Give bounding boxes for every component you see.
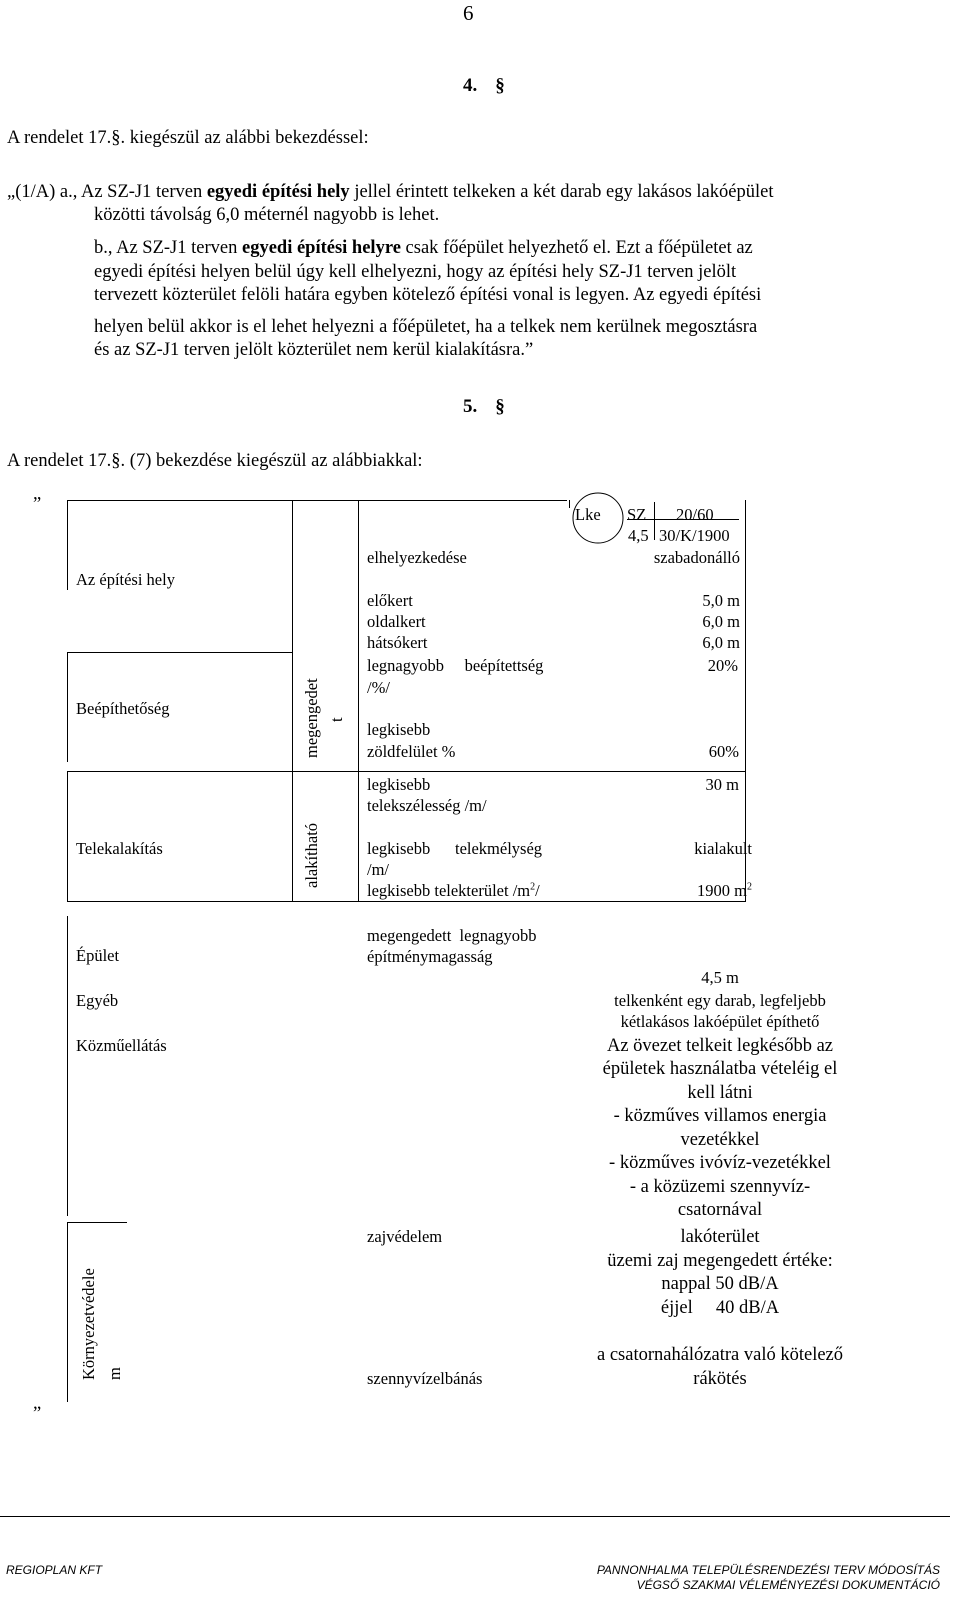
label-epitmenymagassag: építménymagasság bbox=[367, 947, 493, 966]
value-kozmu: csatornával bbox=[677, 1200, 763, 1220]
paragraph-1b-line: és az SZ-J1 terven jelölt közterület nem kerül kialakításra.” bbox=[94, 340, 534, 360]
paragraph-1a-line1 bbox=[7, 181, 773, 204]
value-kozmu: - közműves villamos energia bbox=[613, 1106, 827, 1126]
label-hatsokert: hátsókert bbox=[367, 633, 428, 652]
telekterulet-text: legkisebb telekterület /m bbox=[367, 881, 531, 900]
section-5-heading bbox=[463, 396, 505, 418]
p2-bold: egyedi építési hely bbox=[206, 182, 350, 202]
telekterulet-sup: 2 bbox=[530, 881, 536, 893]
value-szennyviz: rákötés bbox=[693, 1369, 747, 1389]
row-epulet: Épület bbox=[76, 946, 120, 965]
value-egyeb: kétlakásos lakóépület építhető bbox=[620, 1012, 820, 1031]
row-telekalakitas: Telekalakítás bbox=[76, 839, 163, 858]
footer-company: REGIOPLAN KFT bbox=[6, 1563, 103, 1577]
zone-lke: Lke bbox=[575, 505, 601, 524]
paragraph-1b-line: tervezett közterület felöli határa egyben kötelező építési vonal is legyen. Az egyedi építési bbox=[94, 285, 762, 305]
table-border bbox=[67, 652, 292, 653]
table-border bbox=[67, 901, 745, 902]
table-border bbox=[67, 772, 68, 902]
label-telekterulet bbox=[367, 880, 540, 901]
value-telekterulet-sup: 2 bbox=[747, 881, 752, 893]
value-kozmu: épületek használatba vételéig el bbox=[602, 1059, 838, 1079]
value-zaj: üzemi zaj megengedett értéke: bbox=[607, 1251, 833, 1271]
label-elokert: előkert bbox=[367, 591, 413, 610]
section-number: 4. bbox=[463, 75, 478, 96]
value-telekmelyseg-text: kialakult bbox=[694, 839, 752, 858]
telekterulet-end: / bbox=[535, 881, 540, 900]
row-kornyezetvedelem: Környezetvédele bbox=[79, 1268, 98, 1380]
paragraph-1b-line: egyedi építési helyen belül úgy kell elhelyezni, hogy az építési hely SZ-J1 terven jelölt bbox=[94, 262, 737, 282]
section-4-heading bbox=[463, 75, 505, 97]
col-megengedett: megengedet bbox=[302, 678, 321, 758]
p3-bold: egyedi építési helyre bbox=[241, 238, 401, 258]
label-oldalkert: oldalkert bbox=[367, 612, 426, 631]
paragraph-section5-intro: A rendelet 17.§. (7) bekezdése kiegészül az alábbiakkal: bbox=[7, 451, 423, 471]
p2-prefix: „(1/A) a., Az SZ-J1 terven bbox=[7, 182, 207, 202]
p3-rest: csak főépület helyezhető el. Ezt a főépületet az bbox=[400, 238, 753, 258]
page-number: 6 bbox=[463, 1, 474, 25]
quote-open: „ bbox=[33, 484, 42, 504]
footer-project: PANNONHALMA TELEPÜLÉSRENDEZÉSI TERV MÓDOSÍTÁS bbox=[596, 1563, 940, 1577]
row-beepithetoseg: Beépíthetőség bbox=[76, 699, 170, 718]
label-telekmelyseg-unit: /m/ bbox=[367, 860, 390, 879]
label-zoldfelulet: zöldfelület % bbox=[367, 742, 456, 761]
section-number: 5. bbox=[463, 396, 478, 417]
label-zajvedelem: zajvédelem bbox=[367, 1227, 443, 1246]
zone-divider bbox=[654, 502, 655, 540]
col-megengedett-end: t bbox=[327, 717, 346, 722]
zone-sz: SZ bbox=[627, 505, 647, 524]
section-sign: § bbox=[495, 75, 505, 96]
label-legkisebb: legkisebb bbox=[367, 720, 431, 739]
value-magassag: 4,5 m bbox=[701, 968, 739, 987]
value-elokert: 5,0 m bbox=[702, 591, 740, 610]
section-sign: § bbox=[495, 396, 505, 417]
value-zaj: éjjel 40 dB/A bbox=[660, 1298, 780, 1318]
label-szennyvizelbanas: szennyvízelbánás bbox=[367, 1369, 483, 1388]
value-kozmu: - a közüzemi szennyvíz- bbox=[629, 1177, 811, 1197]
value-telekszelesseg: 30 m bbox=[705, 775, 739, 794]
paragraph-intro: A rendelet 17.§. kiegészül az alábbi bekezdéssel: bbox=[7, 128, 369, 148]
value-hatsokert: 6,0 m bbox=[702, 633, 740, 652]
paragraph-1a-line2: közötti távolság 6,0 méternél nagyobb is lehet. bbox=[94, 205, 440, 225]
table-border bbox=[67, 916, 68, 1216]
value-kozmu: - közműves ivóvíz-vezetékkel bbox=[609, 1153, 831, 1173]
label-magassag: megengedett legnagyobb bbox=[367, 926, 537, 945]
table-border bbox=[358, 500, 359, 902]
value-telekmelyseg bbox=[580, 838, 752, 859]
footer-document: VÉGSŐ SZAKMAI VÉLEMÉNYEZÉSI DOKUMENTÁCIÓ bbox=[636, 1578, 940, 1592]
label-beepitettseg-unit: /%/ bbox=[367, 678, 390, 697]
value-egyeb: telkenként egy darab, legfeljebb bbox=[614, 991, 826, 1010]
table-border bbox=[67, 500, 68, 590]
value-kozmu: Az övezet telkeit legkésőbb az bbox=[606, 1036, 833, 1056]
label-elhelyezkedese: elhelyezkedése bbox=[367, 548, 467, 567]
value-zaj: lakóterület bbox=[680, 1227, 760, 1247]
value-oldalkert: 6,0 m bbox=[702, 612, 740, 631]
table-border bbox=[67, 1222, 127, 1223]
footer-rule bbox=[0, 1516, 950, 1517]
value-szennyviz: a csatornahálózatra való kötelező bbox=[596, 1345, 844, 1365]
row-epitesi-hely: Az építési hely bbox=[76, 570, 175, 589]
value-beepitettseg: 20% bbox=[707, 656, 738, 675]
table-border bbox=[292, 500, 293, 902]
table-border bbox=[67, 771, 745, 772]
quote-close: ” bbox=[33, 1404, 42, 1424]
value-telekterulet bbox=[580, 880, 752, 901]
value-zaj: nappal 50 dB/A bbox=[661, 1274, 779, 1294]
zone-ratio: 20/60 bbox=[676, 505, 714, 524]
table-border bbox=[67, 500, 567, 501]
label-legkisebb: legkisebb bbox=[367, 775, 431, 794]
table-border bbox=[67, 652, 68, 762]
value-telekterulet-text: 1900 m bbox=[697, 881, 747, 900]
zone-height: 4,5 bbox=[628, 526, 649, 545]
paragraph-1b-line: helyen belül akkor is el lehet helyezni a főépületet, ha a telkek nem kerülnek megosztásra bbox=[94, 317, 758, 337]
value-szabadonallo: szabadonálló bbox=[653, 548, 740, 567]
p2-rest: jellel érintett telkeken a két darab egy lakásos lakóépület bbox=[349, 182, 774, 202]
value-kozmu: kell látni bbox=[687, 1083, 753, 1103]
table-border bbox=[67, 1222, 68, 1402]
row-kornyezetvedelem-end: m bbox=[105, 1367, 124, 1380]
label-telekmelyseg: legkisebb telekmélység bbox=[367, 839, 543, 858]
row-egyeb: Egyéb bbox=[76, 991, 119, 1010]
paragraph-1b-line1 bbox=[94, 237, 753, 260]
p3-prefix: b., Az SZ-J1 terven bbox=[94, 238, 242, 258]
label-beepitettseg: legnagyobb beépítettség bbox=[367, 656, 544, 675]
value-zoldfelulet: 60% bbox=[708, 742, 739, 761]
label-telekszelesseg: telekszélesség /m/ bbox=[367, 796, 487, 815]
value-kozmu: vezetékkel bbox=[680, 1130, 760, 1150]
col-alakithato: alakítható bbox=[302, 822, 321, 888]
row-kozmuellatas: Közműellátás bbox=[76, 1036, 167, 1055]
zone-code: 30/K/1900 bbox=[659, 526, 730, 545]
